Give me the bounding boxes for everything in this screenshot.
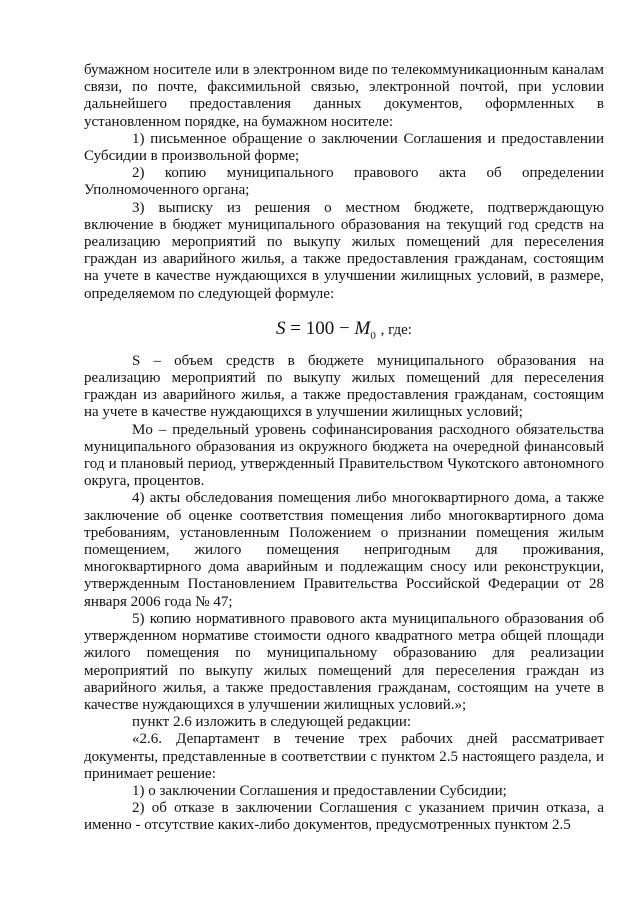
list-item-4-inspection-acts: 4) акты обследования помещения либо многоквартирного дома, а также заключение об оценке соответствия помещения либо многоквартирного дома требованиям, установленным Положением о признании помещения жилым помещением, жилого помещения непригодным для проживания, многоквартирного дома аварийным и подлежащим сносу или реконструкции, утвержденным Постановлением Правительства Российской Федерации от 28 января 2006 года № 47; xyxy=(84,490,604,610)
decision-item-1: 1) о заключении Соглашения и предоставлении Субсидии; xyxy=(132,782,507,799)
decision-item-2: 2) об отказе в заключении Соглашения с указанием причин отказа, а именно - отсутствие каких-либо документов, предусмотренных пунктом 2.5 xyxy=(84,800,604,834)
list-item-3-budget-extract: 3) выписку из решения о местном бюджете, подтверждающую включение в бюджет муниципального образования на текущий год средств на реализацию мероприятий по выкупу жилых помещений для переселения граждан из аварийного жилья, а также предоставления гражданам, состоящим на учете в качестве нуждающихся в улучшении жилищных условий, в размере, определяемом по следующей формуле: xyxy=(84,199,604,302)
paragraph-documents-intro: бумажном носителе или в электронном виде по телекоммуникационным каналам связи, по почте, факсимильной связью, электронной почтой, при условии дальнейшего предоставления данных документов, оформленных в установленном порядке, на бумажном носителе: xyxy=(84,62,604,130)
document-page xyxy=(84,62,604,835)
list-item-2-legal-act-copy: 2) копию муниципального правового акта об определении Уполномоченного органа; xyxy=(84,165,604,199)
formula-m: M xyxy=(354,317,371,339)
paragraph-2-6: «2.6. Департамент в течение трех рабочих дней рассматривает документы, представленные в соответствии с пунктом 2.5 настоящего раздела, и принимает решение: xyxy=(84,731,604,782)
definition-m0: Mо – предельный уровень софинансирования расходного обязательства муниципального образования из окружного бюджета на очередной финансовый год и плановый период, утвержденный Правительством Чукотского автономного округа, процентов. xyxy=(84,421,604,490)
formula-s: S xyxy=(276,317,286,339)
paragraph-amend-2-6: пункт 2.6 изложить в следующей редакции: xyxy=(132,714,412,731)
formula-where: , где: xyxy=(380,321,412,338)
formula-m-subscript: 0 xyxy=(370,329,376,342)
definition-s: S – объем средств в бюджете муниципального образования на реализацию мероприятий по выкупу жилых помещений для переселения граждан из аварийного жилья, а также предоставления гражданам, состоящим на учете в качестве нуждающихся в улучшении жилищных условий; xyxy=(84,352,604,421)
formula-100: 100 xyxy=(305,317,335,339)
formula xyxy=(84,317,604,341)
formula-equals: = xyxy=(285,317,306,339)
formula-minus: − xyxy=(334,317,355,339)
list-item-5-normative-act-copy: 5) копию нормативного правового акта муниципального образования об утвержденном нормативе стоимости одного квадратного метра общей площади жилого помещения по муниципальному образованию для реализации мероприятий по выкупу жилых помещений для переселения граждан из аварийного жилья, а также предоставления гражданам, состоящим на учете в качестве нуждающихся в улучшении жилищных условий.»; xyxy=(84,610,604,713)
list-item-1-appeal: 1) письменное обращение о заключении Соглашения и предоставлении Субсидии в произвольной форме; xyxy=(84,130,604,165)
